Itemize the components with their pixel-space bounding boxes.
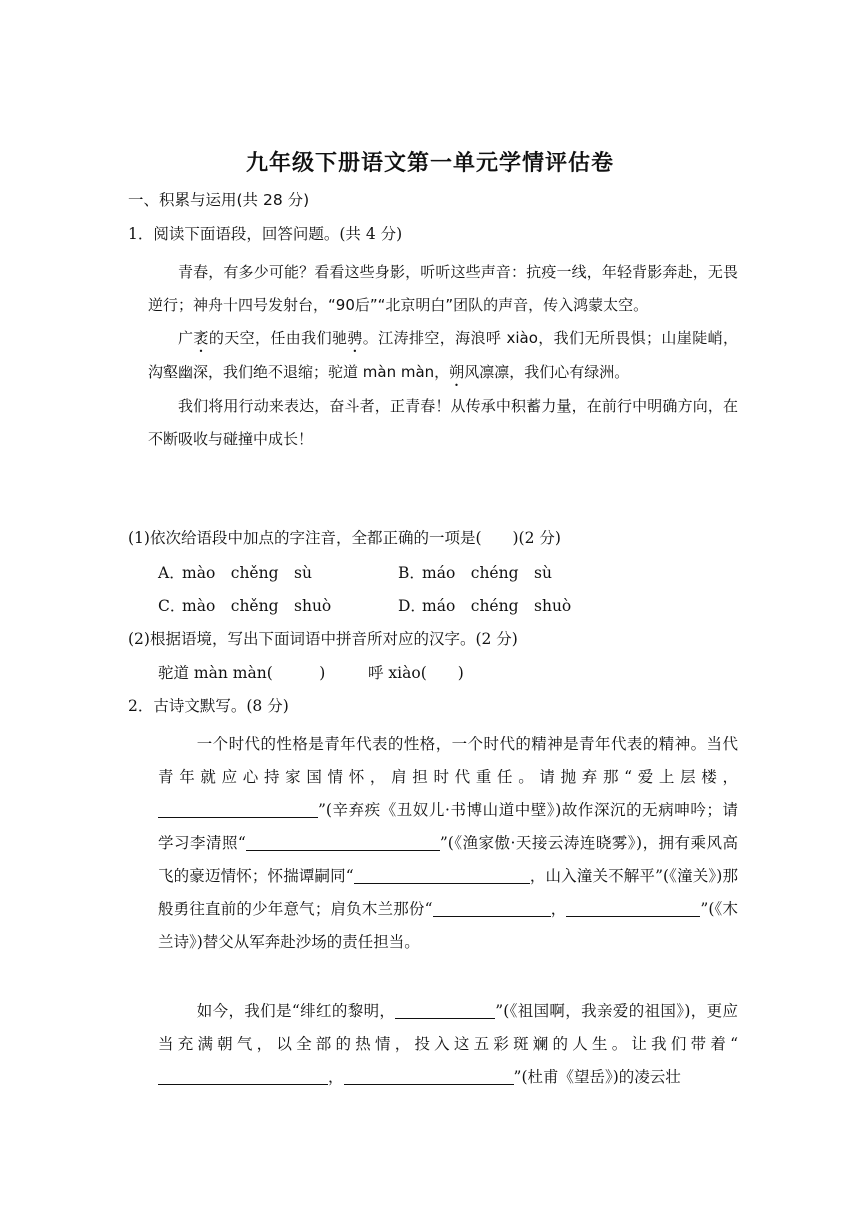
question-1-stem: 1．阅读下面语段，回答问题。(共 4 分) bbox=[128, 225, 403, 243]
passage-paragraph-1: 青春，有多少可能？看看这些身影，听听这些声音：抗疫一线，年轻背影奔赴，无畏逆行；神舟十四号发射台，“90后”“北京明白”团队的声音，传入鸿蒙太空。 bbox=[148, 263, 738, 314]
fill-blank[interactable] bbox=[246, 832, 440, 851]
section-heading: 一、积累与运用(共 28 分) bbox=[128, 191, 310, 209]
passage-paragraph-3: 我们将用行动来表达，奋斗者，正青春！从传承中积蓄力量，在前行中明确方向，在不断吸收与碰撞中成长！ bbox=[148, 397, 738, 448]
option-a[interactable]: A．mào chěng sù bbox=[158, 564, 312, 582]
dotted-char: 袤 bbox=[193, 329, 209, 347]
dotted-char: 骋 bbox=[347, 329, 363, 347]
answer-blank-manman[interactable]: 驼道 màn màn( ) bbox=[158, 664, 326, 682]
fill-blank[interactable] bbox=[158, 1066, 328, 1085]
fill-blank[interactable] bbox=[566, 898, 700, 917]
question-2-stem: 2．古诗文默写。(8 分) bbox=[128, 697, 289, 715]
passage-paragraph-2: 广袤的天空，任由我们驰骋。江涛排空，海浪呼 xiào，我们无所畏惧；山崖陡峭，沟壑幽深，我们绝不退缩；驼道 màn màn，朔风凛凛，我们心有绿洲。 bbox=[148, 329, 738, 381]
question-1-sub2: (2)根据语境，写出下面词语中拼音所对应的汉字。(2 分) bbox=[128, 630, 518, 648]
option-b[interactable]: B．máo chéng sù bbox=[398, 564, 552, 582]
fill-blank[interactable] bbox=[433, 898, 551, 917]
fill-blank[interactable] bbox=[158, 799, 318, 818]
reading-passage bbox=[148, 256, 738, 456]
fill-blank[interactable] bbox=[395, 1000, 495, 1019]
option-d[interactable]: D．máo chéng shuò bbox=[398, 597, 572, 615]
fill-blank[interactable] bbox=[344, 1066, 514, 1085]
question-1-sub1: (1)依次给语段中加点的字注音，全都正确的一项是( )(2 分) bbox=[128, 529, 561, 547]
page-title: 九年级下册语文第一单元学情评估卷 bbox=[245, 151, 614, 176]
poetry-paragraph-2: 如今，我们是“绯红的黎明， ”(《祖国啊，我亲爱的祖国》)，更应当充满朝气，以全部的热情，投入这五彩斑斓的人生。让我们带着“， ”(杜甫《望岳》)的凌云壮 bbox=[158, 1002, 738, 1086]
answer-blank-xiao[interactable]: 呼 xiào( ) bbox=[368, 664, 464, 682]
poetry-paragraph-1: 一个时代的性格是青年代表的性格，一个时代的精神是青年代表的精神。当代青年就应心持家国情怀，肩担时代重任。请抛弃那“爱上层楼，”(辛弃疾《丑奴儿·书博山道中壁》)故作深沉的无病呻吟；请学习李清照“ ”(《渔家傲·天接云涛连晓雾》)，拥有乘风高飞的豪迈情怀；怀揣谭嗣同“ ，山入潼关不解平”(《潼关》)那般勇往直前的少年意气；肩负木兰那份“ ， ”(《木兰诗》)替父从军奔赴沙场的责任担当。 bbox=[158, 735, 738, 951]
option-c[interactable]: C．mào chěng shuò bbox=[158, 597, 332, 615]
dotted-char: 朔 bbox=[449, 363, 465, 381]
fill-blank[interactable] bbox=[354, 865, 530, 884]
